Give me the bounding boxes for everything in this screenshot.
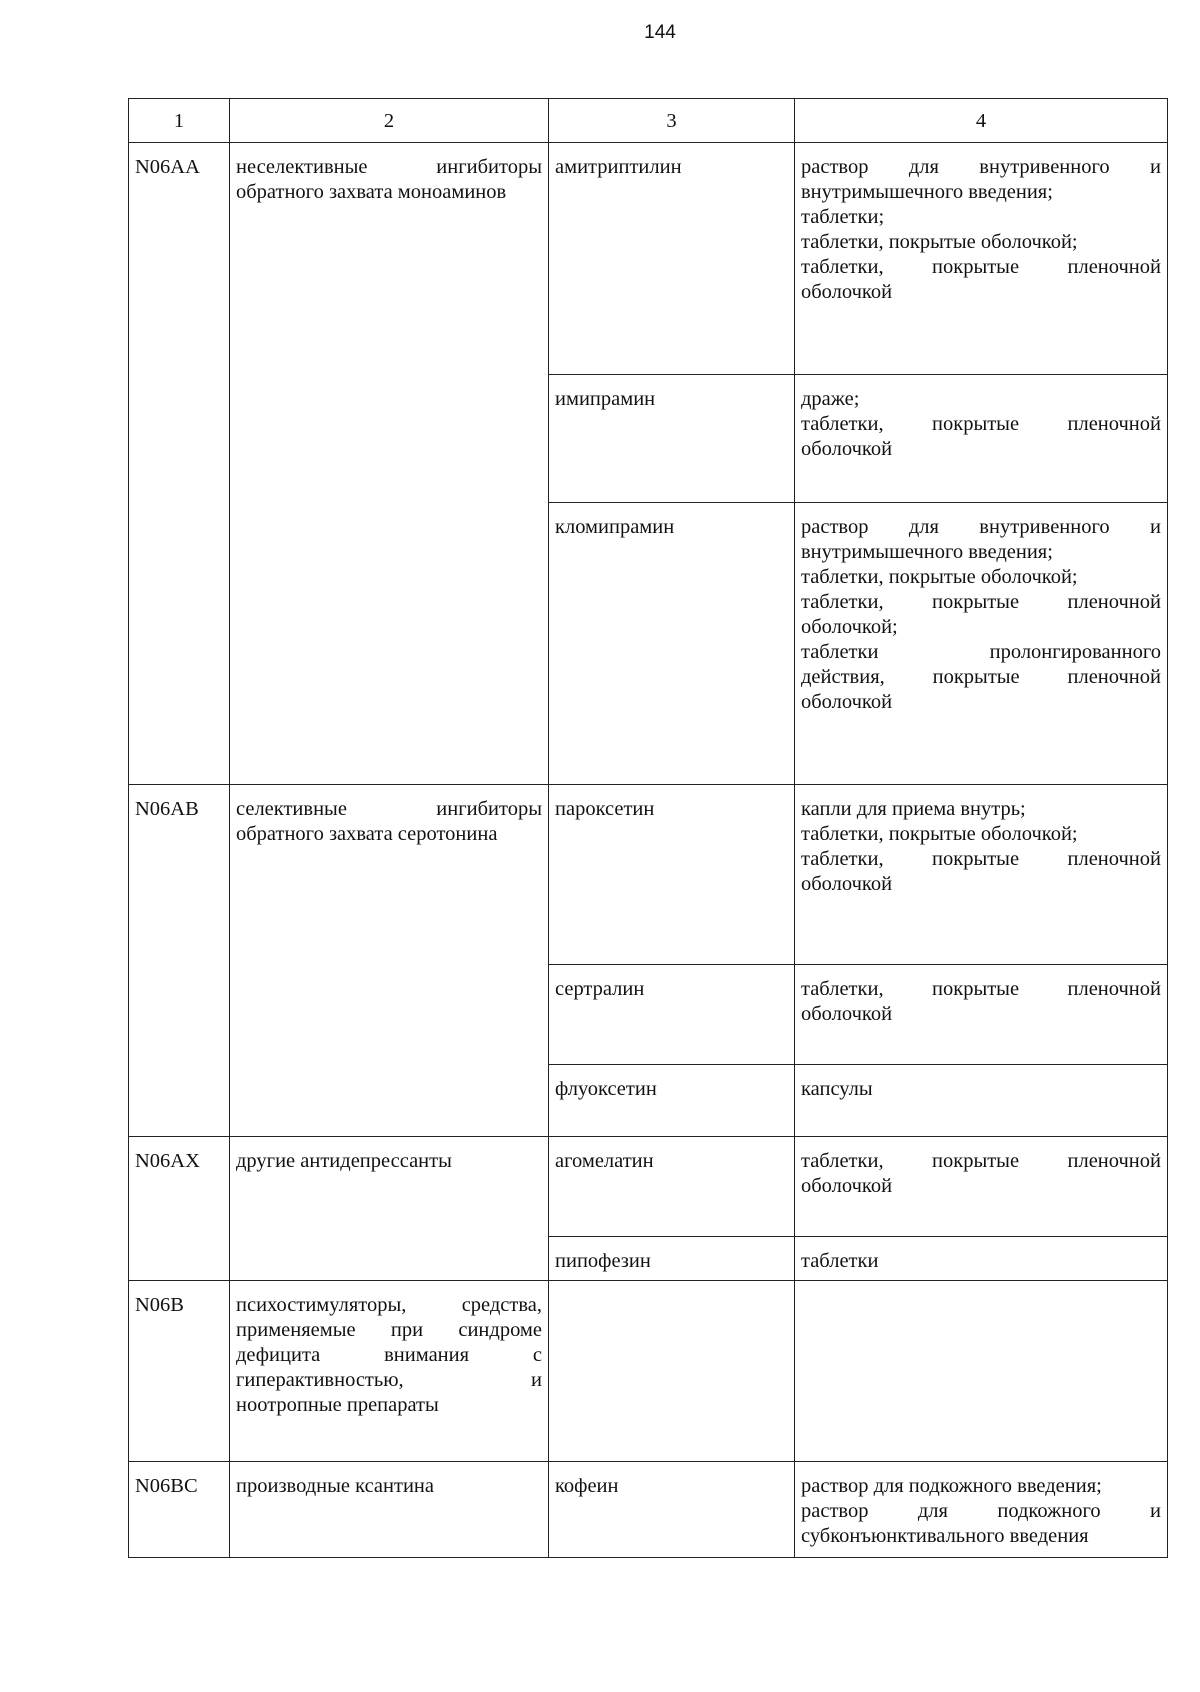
drug-name-cell: сертралин	[549, 965, 795, 1065]
drug-name-cell: имипрамин	[549, 375, 795, 503]
drug-name-cell: агомелатин	[549, 1137, 795, 1237]
header-cell-2: 2	[230, 99, 549, 143]
table-row	[129, 785, 1168, 965]
group-name-cell	[230, 785, 549, 1137]
atc-code-cell: N06AX	[129, 1137, 230, 1281]
form-line: капли для приема внутрь;	[801, 798, 1026, 820]
form-line: внутримышечного введения;	[801, 541, 1053, 563]
form-line: раствор для внутривенного и	[801, 516, 1161, 538]
form-line: субконъюнктивального введения	[801, 1525, 1089, 1547]
dosage-forms-cell	[795, 1137, 1168, 1237]
drug-name-cell: пипофезин	[549, 1237, 795, 1281]
medication-table	[128, 98, 1168, 1558]
form-line: таблетки, покрытые пленочной	[801, 591, 1161, 613]
drug-name-cell	[549, 1281, 795, 1462]
dosage-forms-cell	[795, 1281, 1168, 1462]
header-cell-1: 1	[129, 99, 230, 143]
header-cell-3: 3	[549, 99, 795, 143]
form-line: раствор для внутривенного и	[801, 156, 1161, 178]
drug-name-cell: кофеин	[549, 1462, 795, 1558]
group-line: гиперактивностью, и	[236, 1369, 542, 1391]
form-line: капсулы	[801, 1078, 873, 1100]
table-header-row	[129, 99, 1168, 143]
form-line: таблетки, покрытые пленочной	[801, 1150, 1161, 1172]
group-line: селективные ингибиторы	[236, 798, 542, 820]
form-line: оболочкой	[801, 1003, 893, 1025]
drug-name-cell: пароксетин	[549, 785, 795, 965]
dosage-forms-cell	[795, 1065, 1168, 1137]
form-line: таблетки, покрытые оболочкой;	[801, 566, 1078, 588]
dosage-forms-cell	[795, 375, 1168, 503]
form-line: оболочкой	[801, 691, 893, 713]
form-line: таблетки, покрытые оболочкой;	[801, 231, 1078, 253]
form-line: внутримышечного введения;	[801, 181, 1053, 203]
header-cell-4: 4	[795, 99, 1168, 143]
group-line: ноотропные препараты	[236, 1394, 439, 1416]
dosage-forms-cell	[795, 1462, 1168, 1558]
form-line: оболочкой	[801, 438, 893, 460]
form-line: таблетки, покрытые пленочной	[801, 978, 1161, 1000]
form-line: раствор для подкожного и	[801, 1500, 1161, 1522]
group-line: обратного захвата моноаминов	[236, 181, 507, 203]
form-line: таблетки, покрытые оболочкой;	[801, 823, 1078, 845]
dosage-forms-cell	[795, 1237, 1168, 1281]
atc-code-cell: N06AA	[129, 143, 230, 785]
page-number: 144	[644, 22, 676, 43]
table-row	[129, 1137, 1168, 1237]
atc-code-cell: N06AB	[129, 785, 230, 1137]
dosage-forms-cell	[795, 143, 1168, 375]
form-line: таблетки, покрытые пленочной	[801, 848, 1161, 870]
form-line: оболочкой;	[801, 616, 898, 638]
group-name-cell	[230, 1137, 549, 1281]
table-row	[129, 143, 1168, 375]
group-name-cell	[230, 143, 549, 785]
dosage-forms-cell	[795, 965, 1168, 1065]
atc-code-cell: N06BC	[129, 1462, 230, 1558]
drug-name-cell: флуоксетин	[549, 1065, 795, 1137]
form-line: оболочкой	[801, 873, 893, 895]
group-name-cell	[230, 1281, 549, 1462]
dosage-forms-cell	[795, 785, 1168, 965]
form-line: таблетки, покрытые пленочной	[801, 413, 1161, 435]
dosage-forms-cell	[795, 503, 1168, 785]
group-line: применяемые при синдроме	[236, 1319, 542, 1341]
form-line: оболочкой	[801, 281, 893, 303]
form-line: таблетки;	[801, 206, 885, 228]
form-line: таблетки, покрытые пленочной	[801, 256, 1161, 278]
group-line: неселективные ингибиторы	[236, 156, 542, 178]
group-line: дефицита внимания с	[236, 1344, 542, 1366]
group-line: обратного захвата серотонина	[236, 823, 498, 845]
form-line: таблетки пролонгированного	[801, 641, 1161, 663]
form-line: оболочкой	[801, 1175, 893, 1197]
group-name-cell	[230, 1462, 549, 1558]
table-row	[129, 1281, 1168, 1462]
form-line: таблетки	[801, 1250, 879, 1272]
drug-name-cell: кломипрамин	[549, 503, 795, 785]
form-line: действия, покрытые пленочной	[801, 666, 1161, 688]
atc-code-cell: N06B	[129, 1281, 230, 1462]
group-line: психостимуляторы, средства,	[236, 1294, 542, 1316]
form-line: драже;	[801, 388, 860, 410]
group-line: производные ксантина	[236, 1475, 435, 1497]
drug-name-cell: амитриптилин	[549, 143, 795, 375]
form-line: раствор для подкожного введения;	[801, 1475, 1102, 1497]
group-line: другие антидепрессанты	[236, 1150, 452, 1172]
table-row	[129, 1462, 1168, 1558]
